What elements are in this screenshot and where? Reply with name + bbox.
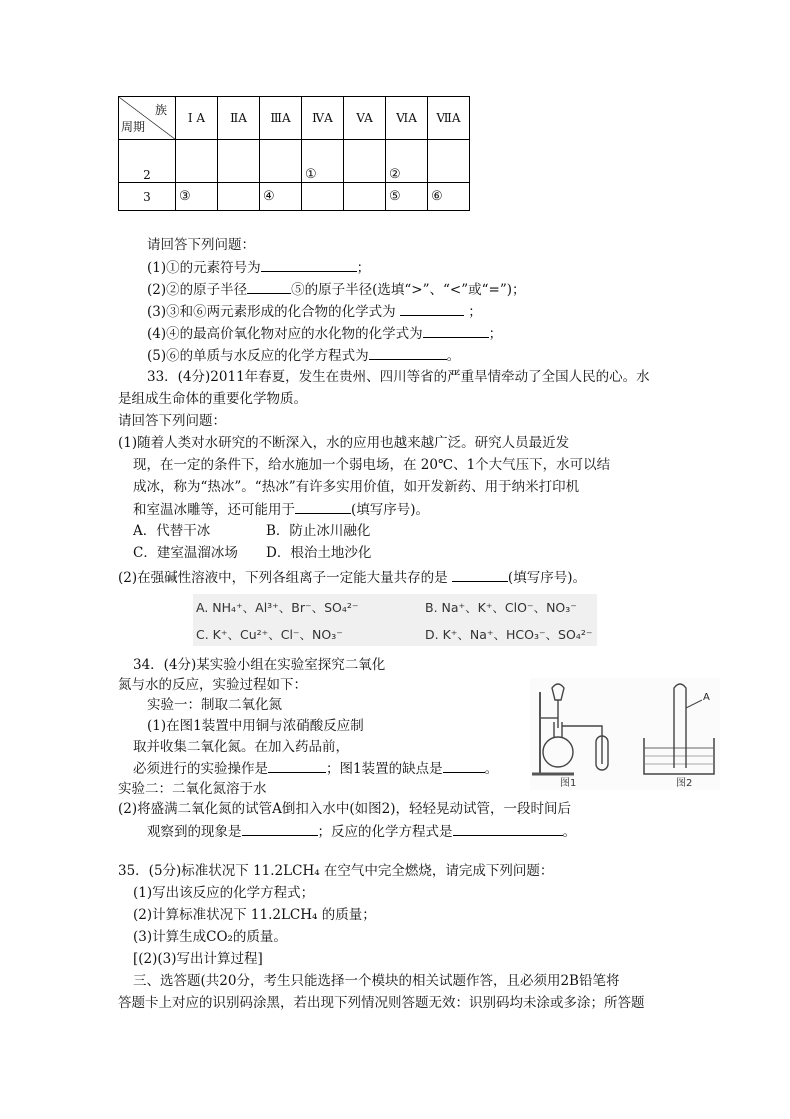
q32-s4: (4)④的最高价氧化物对应的水化物的化学式为 ；	[147, 326, 503, 342]
apparatus-drawing	[530, 678, 720, 790]
table-cell: ②	[386, 140, 428, 183]
group-header: ⅥA	[386, 97, 428, 140]
ion-option-d: D. K⁺、Na⁺、HCO₃⁻、SO₄²⁻	[425, 627, 593, 642]
section3-l2: 答题卡上对应的识别码涂黑，若出现下列情况则答题无效：识别码均未涂或多涂；所答题	[118, 995, 645, 1011]
periodic-table	[118, 96, 470, 211]
q34-l6: 必须进行的实验操作是 ；图1装置的缺点是 。	[133, 761, 499, 777]
q32-s5: (5)⑥的单质与水反应的化学方程式为 。	[147, 348, 461, 364]
table-cell: ⑤	[386, 183, 428, 211]
group-header: ⅢA	[260, 97, 302, 140]
q34-l3: 实验一：制取二氧化氮	[147, 697, 282, 713]
q33-option-c: C．建室温溜冰场	[133, 545, 238, 561]
q34-l8: (2)将盛满二氧化氮的试管A倒扣入水中(如图2)，轻轻晃动试管，一段时间后	[118, 801, 571, 817]
q35-l4: (3)计算生成CO₂的质量。	[133, 929, 287, 945]
period-label: 3	[119, 183, 176, 211]
figure-2-caption: 图2	[676, 778, 693, 789]
inverted-tube-a	[674, 684, 686, 768]
q35-l3: (2)计算标准状况下 11.2LCH₄ 的质量；	[133, 907, 376, 923]
q32-s3: (3)③和⑥两元素形成的化合物的化学式为 ；	[147, 304, 482, 320]
q33-option-b: B．防止冰川融化	[266, 523, 371, 539]
q33-p4: 和室温冰雕等，还可能用于 (填写序号)。	[133, 502, 430, 518]
label-pointer	[686, 700, 702, 708]
table-cell: ④	[260, 183, 302, 211]
q34-l7: 实验二：二氧化氮溶于水	[118, 781, 267, 797]
table-cell: ③	[176, 183, 218, 211]
ion-option-c: C. K⁺、Cu²⁺、Cl⁻、NO₃⁻	[196, 627, 343, 642]
q33-option-d: D．根治土地沙化	[266, 545, 372, 561]
q34-l9: 观察到的现象是 ；反应的化学方程式是 。	[147, 824, 576, 840]
q33-line1: 33．(4分)2011年春夏，发生在贵州、四川等省的严重旱情牵动了全国人民的心。水	[147, 369, 650, 385]
q35-l5: [(2)(3)写出计算过程]	[133, 951, 263, 967]
q33-option-a: A．代替干冰	[133, 523, 211, 539]
apparatus-figure	[530, 678, 720, 790]
ion-options-image	[193, 594, 597, 646]
q32-intro: 请回答下列问题：	[147, 237, 255, 253]
group-header: ⅡA	[218, 97, 260, 140]
q33-p1: (1)随着人类对水研究的不断深入，水的应用也越来越广泛。研究人员最近发	[118, 435, 570, 451]
q33-q2: (2)在强碱性溶液中，下列各组离子一定能大量共存的是 (填写序号)。	[118, 570, 586, 586]
period-label: 2	[119, 140, 176, 183]
q34-l2: 氮与水的反应，实验过程如下：	[118, 677, 307, 693]
header-group: 族	[154, 103, 167, 117]
ion-option-a: A. NH₄⁺、Al³⁺、Br⁻、SO₄²⁻	[196, 600, 359, 615]
group-header: ⅦA	[428, 97, 470, 140]
q35-l2: (1)写出该反应的化学方程式；	[133, 885, 315, 901]
header-period: 周期	[121, 120, 146, 134]
table-cell: ⑥	[428, 183, 470, 211]
round-flask	[543, 737, 573, 767]
q32-s2: (2)②的原子半径 ⑤的原子半径(选填“>”、“<”或“=”)；	[147, 282, 526, 298]
tube-label: A	[703, 692, 710, 703]
q34-l4: (1)在图1装置中用铜与浓硝酸反应制	[147, 718, 364, 734]
group-header: VA	[344, 97, 386, 140]
q34-l5: 取并收集二氧化氮。在加入药品前，	[133, 739, 349, 755]
q34-l1: 34．(4分)某实验小组在实验室探究二氧化	[133, 657, 386, 673]
q33-line2: 是组成生命体的重要化学物质。	[118, 391, 307, 407]
q33-p2: 现，在一定的条件下，给水施加一个弱电场，在 20℃、1个大气压下，水可以结	[133, 457, 611, 473]
ion-option-b: B. Na⁺、K⁺、ClO⁻、NO₃⁻	[425, 600, 577, 615]
table-header-corner	[119, 97, 176, 140]
q33-p3: 成冰，称为“热冰”。“热冰”有许多实用价值，如开发新药、用于纳米打印机	[133, 479, 580, 495]
separatory-funnel	[552, 684, 564, 700]
section3-l1: 三、选答题(共20分，考生只能选择一个模块的相关试题作答，且必须用2B铅笔将	[133, 973, 620, 989]
q32-s1: (1)①的元素符号为 ；	[147, 260, 371, 276]
table-cell: ①	[302, 140, 344, 183]
group-header: Ⅰ A	[176, 97, 218, 140]
figure-1-caption: 图1	[560, 778, 577, 789]
group-header: ⅣA	[302, 97, 344, 140]
q33-intro: 请回答下列问题：	[118, 413, 226, 429]
q35-l1: 35．(5分)标准状况下 11.2LCH₄ 在空气中完全燃烧，请完成下列问题：	[118, 863, 554, 879]
